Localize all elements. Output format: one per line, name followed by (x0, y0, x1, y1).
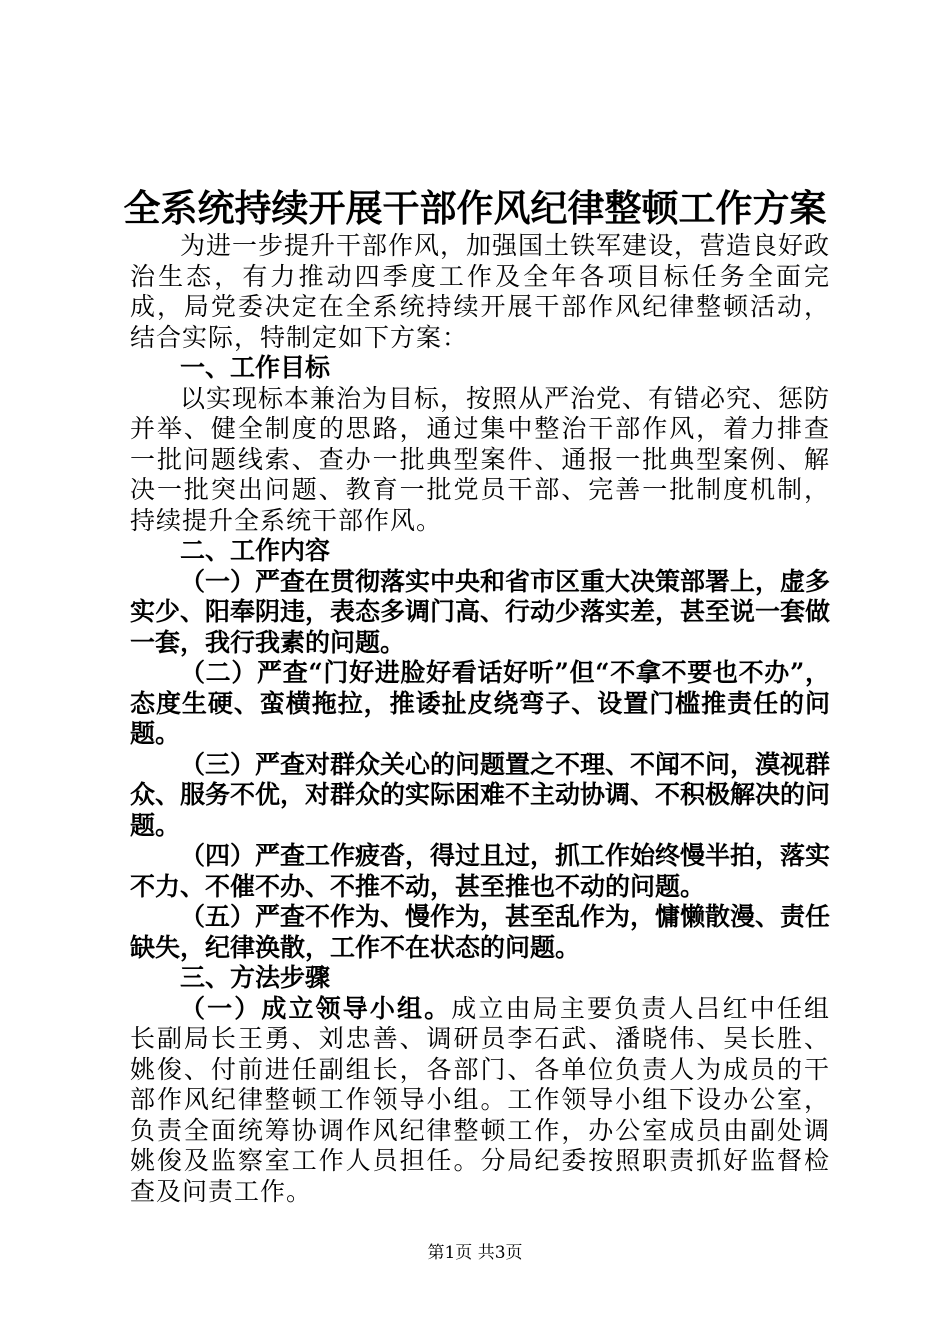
section-2-item-5: （五）严查不作为、慢作为，甚至乱作为，慵懒散漫、责任缺失，纪律涣散，工作不在状态的问题。 (130, 902, 831, 962)
section-2-heading: 二、工作内容 (180, 536, 331, 565)
section-2-item-3: （三）严查对群众关心的问题置之不理、不闻不问，漠视群众、服务不优，对群众的实际困难不主动协调、不积极解决的问题。 (130, 749, 831, 840)
intro-paragraph: 为进一步提升干部作风，加强国土铁军建设，营造良好政治生态，有力推动四季度工作及全年各项目标任务全面完成，局党委决定在全系统持续开展干部作风纪律整顿活动，结合实际，特制定如下方案： (130, 231, 831, 352)
page-footer: 第1页 共3页 (427, 1243, 523, 1263)
section-1-heading: 一、工作目标 (180, 353, 331, 382)
section-2-item-4: （四）严查工作疲沓，得过且过，抓工作始终慢半拍，落实不力、不催不办、不推不动，甚至推也不动的问题。 (130, 841, 831, 901)
document-body (130, 231, 830, 1207)
section-2-item-2: （二）严查“门好进脸好看话好听”但“不拿不要也不办”，态度生硬、蛮横拖拉，推诿扯皮绕弯子、设置门槛推责任的问题。 (130, 658, 830, 748)
section-3-heading: 三、方法步骤 (180, 963, 331, 992)
section-1-paragraph: 以实现标本兼治为目标，按照从严治党、有错必究、惩防并举、健全制度的思路，通过集中整治干部作风，着力排查一批问题线索、查办一批典型案件、通报一批典型案例、解决一批突出问题、教育一批党员干部、完善一批制度机制，持续提升全系统干部作风。 (130, 383, 831, 535)
section-2-item-1: （一）严查在贯彻落实中央和省市区重大决策部署上，虚多实少、阳奉阴违，表态多调门高、行动少落实差，甚至说一套做一套，我行我素的问题。 (130, 566, 831, 657)
section-3-item-1-head: （一）成立领导小组。 (180, 993, 452, 1023)
section-3-item-1 (130, 994, 830, 1208)
document-title: 全系统持续开展干部作风纪律整顿工作方案 (123, 186, 827, 230)
section-3-item-1-text: 成立由局主要负责人吕红中任组长副局长王勇、刘忠善、调研员李石武、潘晓伟、吴长胜、姚俊、付前进任副组长，各部门、各单位负责人为成员的干部作风纪律整顿工作领导小组。工作领导小组下设办公室，负责全面统筹协调作风纪律整顿工作，办公室成员由副处调姚俊及监察室工作人员担任。分局纪委按照职责抓好监督检查及问责工作。 (130, 993, 830, 1206)
